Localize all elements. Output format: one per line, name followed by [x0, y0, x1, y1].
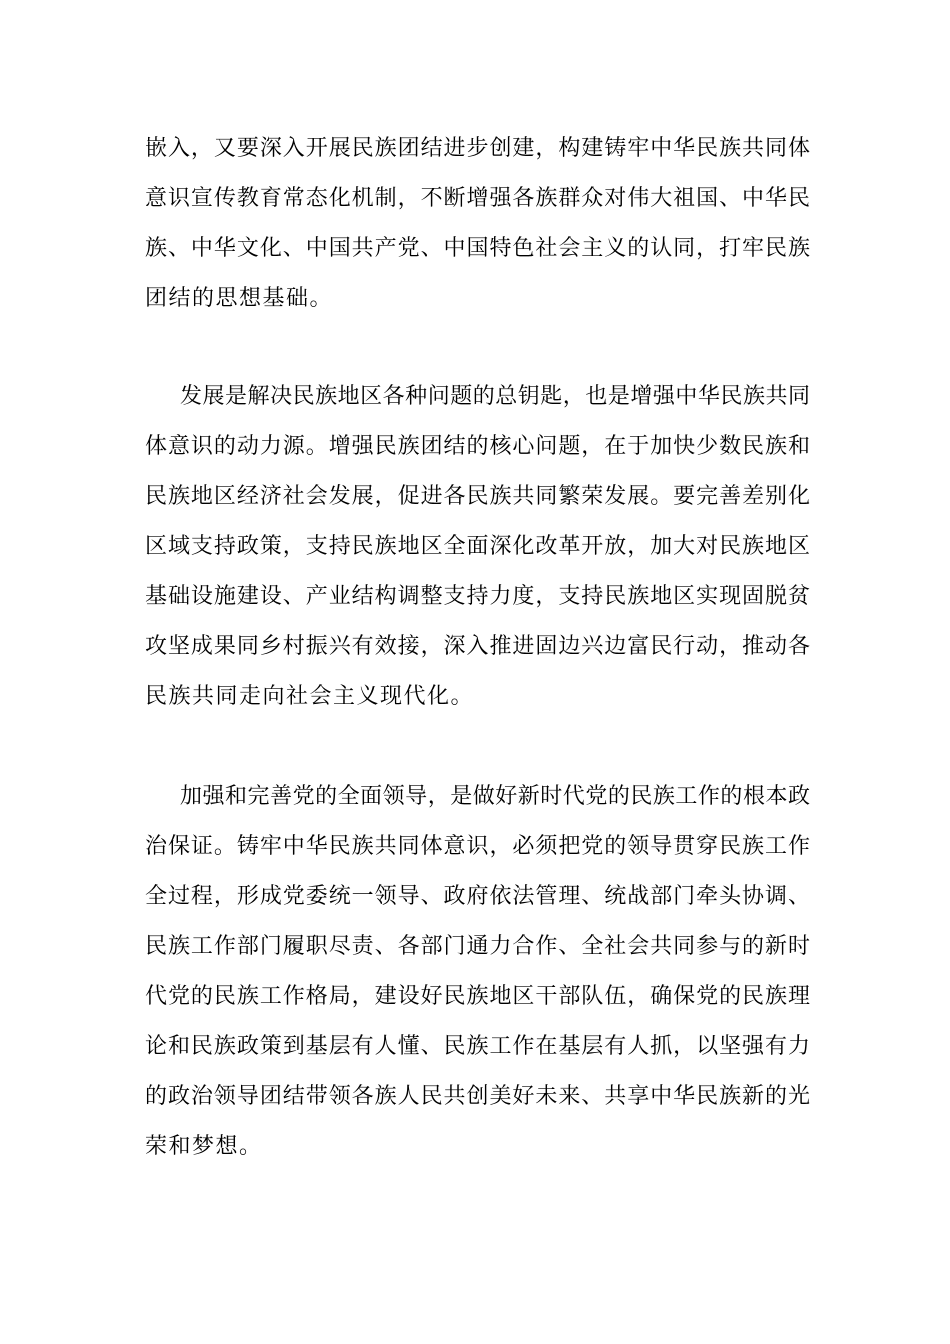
- text-line: 民族共同走向社会主义现代化。: [145, 684, 475, 709]
- text-line: 治保证。铸牢中华民族共同体意识，必须把党的领导贯穿民族工作: [145, 834, 810, 859]
- text-line: 论和民族政策到基层有人懂、民族工作在基层有人抓，以坚强有力: [145, 1034, 810, 1059]
- text-line: 全过程，形成党委统一领导、政府依法管理、统战部门牵头协调、: [145, 884, 810, 909]
- text-line: 民族工作部门履职尽责、各部门通力合作、全社会共同参与的新时: [145, 934, 810, 959]
- text-line: 基础设施建设、产业结构调整支持力度，支持民族地区实现固脱贫: [145, 584, 810, 609]
- text-line: 区域支持政策，支持民族地区全面深化改革开放，加大对民族地区: [145, 534, 810, 559]
- text-line: 团结的思想基础。: [145, 286, 334, 311]
- text-line: 攻坚成果同乡村振兴有效接，深入推进固边兴边富民行动，推动各: [145, 634, 810, 659]
- text-line: 加强和完善党的全面领导，是做好新时代党的民族工作的根本政: [180, 784, 810, 809]
- text-line: 的政治领导团结带领各族人民共创美好未来、共享中华民族新的光: [145, 1084, 810, 1109]
- text-line: 意识宣传教育常态化机制，不断增强各族群众对伟大祖国、中华民: [145, 186, 810, 211]
- text-line: 民族地区经济社会发展，促进各民族共同繁荣发展。要完善差别化: [145, 484, 810, 509]
- text-line: 代党的民族工作格局，建设好民族地区干部队伍，确保党的民族理: [145, 984, 810, 1009]
- text-line: 荣和梦想。: [145, 1134, 263, 1159]
- text-line: 体意识的动力源。增强民族团结的核心问题，在于加快少数民族和: [145, 434, 810, 459]
- text-line: 族、中华文化、中国共产党、中国特色社会主义的认同，打牢民族: [145, 236, 810, 261]
- text-line: 嵌入，又要深入开展民族团结进步创建，构建铸牢中华民族共同体: [145, 136, 810, 161]
- text-line: 发展是解决民族地区各种问题的总钥匙，也是增强中华民族共同: [180, 384, 810, 409]
